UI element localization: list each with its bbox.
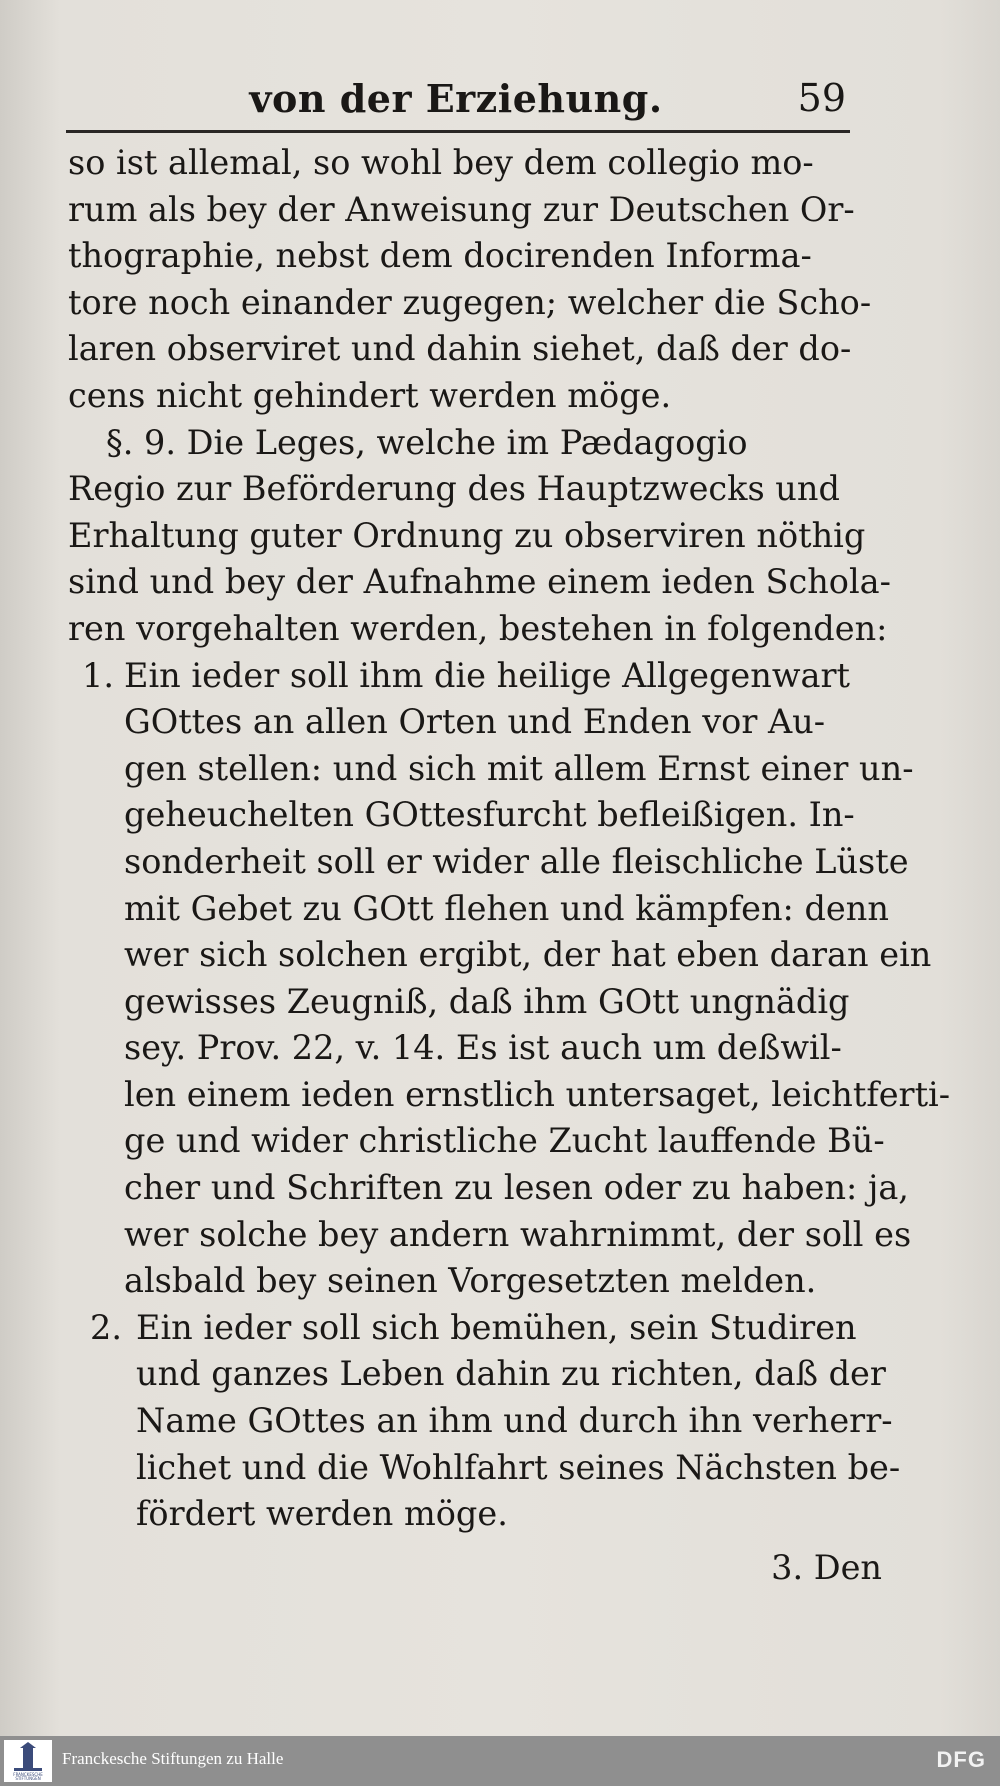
text-line — [68, 653, 868, 700]
line-text: len einem ieden ernstlich untersaget, leichtferti- — [124, 1074, 951, 1114]
text-line — [68, 187, 868, 234]
line-text: Ein ieder soll ihm die heilige Allgegenwart — [124, 655, 850, 695]
dfg-logo: DFG — [936, 1747, 986, 1772]
line-text: Erhaltung guter Ordnung zu observiren nöthig — [68, 515, 866, 555]
page-number: 59 — [797, 76, 846, 120]
text-line — [68, 1491, 868, 1538]
text-line — [68, 420, 868, 467]
text-line — [68, 606, 888, 653]
line-text: Name GOttes an ihm und durch ihn verherr- — [136, 1401, 893, 1441]
line-text: cher und Schriften zu lesen oder zu haben: ja, — [124, 1168, 909, 1208]
institution-name: Franckesche Stiftungen zu Halle — [62, 1749, 284, 1768]
text-line — [68, 280, 872, 327]
header-rule — [66, 130, 850, 133]
text-line — [68, 326, 868, 373]
text-line — [68, 559, 891, 606]
text-line — [68, 886, 889, 933]
text-line — [68, 1212, 912, 1259]
line-text: rum als bey der Anweisung zur Deutschen Or- — [68, 189, 855, 229]
line-text: sonderheit soll er wider alle fleischliche Lüste — [124, 841, 909, 881]
line-text: fördert werden möge. — [136, 1494, 508, 1534]
page-header — [66, 76, 846, 130]
line-text: ge und wider christliche Zucht lauffende Bü- — [124, 1121, 885, 1161]
text-line — [68, 1072, 951, 1119]
line-text: tore noch einander zugegen; welcher die Scho- — [68, 282, 872, 322]
text-line — [68, 1351, 886, 1398]
text-line — [68, 1398, 893, 1445]
line-text: wer sich solchen ergibt, der hat eben daran ein — [124, 935, 932, 975]
line-text: geheuchelten GOttesfurcht befleißigen. In- — [124, 795, 855, 835]
text-line — [68, 233, 868, 280]
line-text: §. 9. Die Leges, welche im Pædagogio — [106, 422, 748, 462]
line-text: GOttes an allen Orten und Enden vor Au- — [124, 702, 826, 742]
line-text: mit Gebet zu GOtt flehen und kämpfen: denn — [124, 888, 889, 928]
text-line — [68, 140, 868, 187]
viewer-footer — [0, 1736, 1000, 1786]
text-line — [68, 699, 868, 746]
line-text: sey. Prov. 22, v. 14. Es ist auch um deßwil- — [124, 1028, 842, 1068]
text-line — [68, 1165, 909, 1212]
line-text: Regio zur Beförderung des Hauptzwecks und — [68, 469, 840, 509]
text-line — [68, 839, 909, 886]
body-text — [68, 140, 951, 1538]
text-line — [68, 1445, 901, 1492]
text-line — [68, 979, 868, 1026]
line-text: lichet und die Wohlfahrt seines Nächsten be- — [136, 1447, 901, 1487]
text-line — [68, 513, 868, 560]
catchword: 3. Den — [771, 1548, 882, 1587]
line-text: gen stellen: und sich mit allem Ernst einer un- — [124, 748, 914, 788]
text-line — [68, 1118, 885, 1165]
line-text: thographie, nebst dem docirenden Informa- — [68, 236, 812, 276]
line-text: laren observiret und dahin siehet, daß der do- — [68, 329, 852, 369]
text-line — [68, 746, 914, 793]
line-text: Ein ieder soll sich bemühen, sein Studiren — [136, 1307, 857, 1347]
running-title: von der Erziehung. — [249, 76, 663, 121]
text-line — [68, 932, 932, 979]
text-line — [68, 1025, 868, 1072]
text-line — [68, 792, 868, 839]
text-line — [68, 1305, 868, 1352]
line-text: wer solche bey andern wahrnimmt, der soll es — [124, 1214, 912, 1254]
list-item-number: 1. — [82, 655, 114, 695]
line-text: so ist allemal, so wohl bey dem collegio mo- — [68, 143, 814, 182]
institution-logo: FRANCKESCHE STIFTUNGEN — [4, 1740, 52, 1782]
line-text: cens nicht gehindert werden möge. — [68, 375, 672, 415]
line-text: und ganzes Leben dahin zu richten, daß der — [136, 1354, 886, 1394]
line-text: gewisses Zeugniß, daß ihm GOtt ungnädig — [124, 981, 850, 1021]
list-item-number: 2. — [90, 1307, 122, 1347]
text-line — [68, 1258, 868, 1305]
line-text: alsbald bey seinen Vorgesetzten melden. — [124, 1261, 817, 1301]
line-text: sind und bey der Aufnahme einem ieden Schola- — [68, 562, 891, 602]
text-line — [68, 373, 868, 420]
line-text: ren vorgehalten werden, bestehen in folgenden: — [68, 608, 888, 648]
text-line — [68, 466, 868, 513]
